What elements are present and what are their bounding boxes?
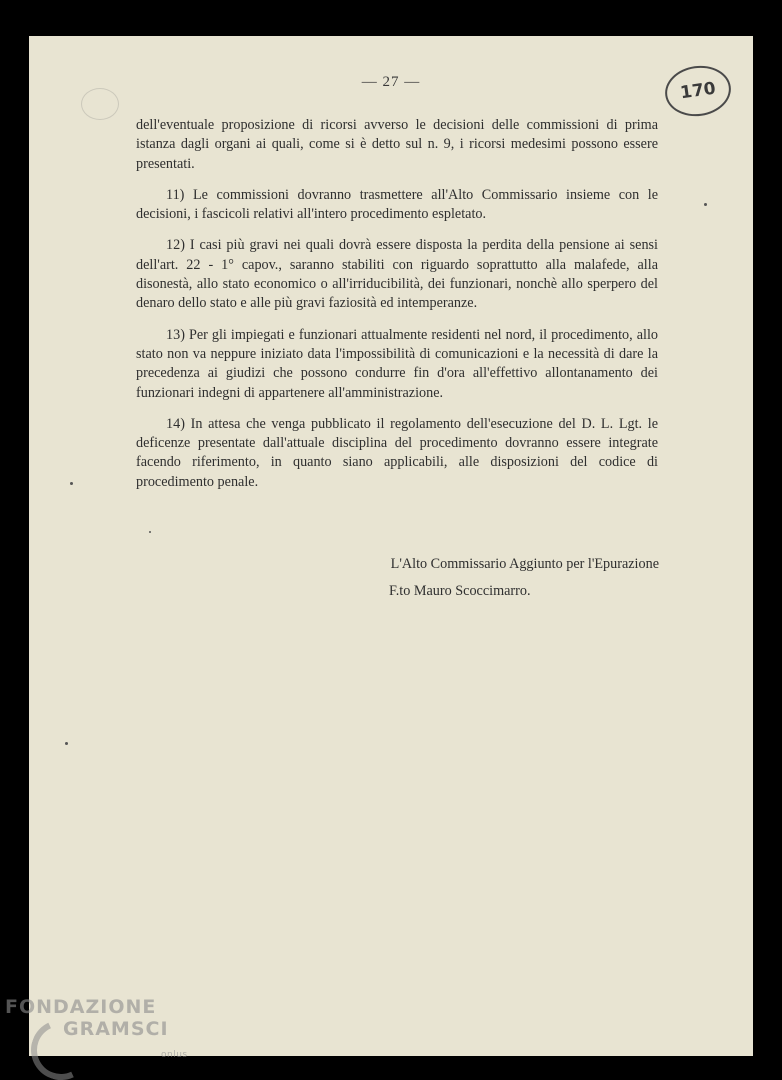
page-number: — 27 — [361,74,421,90]
paragraph-13: 13) Per gli impiegati e funzionari attualmente residenti nel nord, il procedimento, allo stato non va neppure iniziato data l'impossibilità di comunicazioni e la necessità di dare la precedenza ai giudizi che possono condurre fin d'ora all'effettivo allontanamento dei funzionari indegni di appartenere all'amministrazione. [136,326,658,401]
document-page [29,36,753,1056]
paragraph-14: 14) In attesa che venga pubblicato il regolamento dell'esecuzione del D. L. Lgt. le deficenze presentate dall'attuale disciplina del procedimento dovranno essere integrate facendo riferimento, in quanto siano applicabili, alle disposizioni del codice di procedimento penale. [136,415,658,490]
paper-speck [65,742,68,745]
signature-block [229,556,659,600]
faint-stamp-mark [81,88,119,120]
archive-number-stamp: 170 [662,62,734,121]
paragraph-11: 11) Le commissioni dovranno trasmettere all'Alto Commissario insieme con le decisioni, i fascicoli relativi all'intero procedimento espletato. [136,186,658,223]
paragraph-12: 12) I casi più gravi nei quali dovrà essere disposta la perdita della pensione ai sensi dell'art. 22 - 1° capov., saranno stabiliti con riguardo soprattutto alla malafede, alla disonestà, allo stato economico o all'irriducibilità, dei funzionari, nonchè allo sperpero del denaro dello stato e alle più gravi faziosità ed intemperanze. [136,237,658,312]
paper-speck [704,203,707,206]
signatory-name: F.to Mauro Scoccimarro. [389,583,531,599]
document-body [136,116,658,504]
watermark-line1: FONDAZIONE [5,996,157,1018]
paper-speck [149,531,151,533]
watermark-suffix: onlus [161,1050,188,1060]
watermark-line2: GRAMSCI [63,1018,169,1040]
paper-speck [70,482,73,485]
paragraph-continued: dell'eventuale proposizione di ricorsi avverso le decisioni delle commissioni di prima istanza dagli organi ai quali, come si è detto sul n. 9, i ricorsi medesimi possono essere presentati. [136,117,658,172]
fondazione-gramsci-watermark [5,996,205,1076]
signatory-title: L'Alto Commissario Aggiunto per l'Epurazione [390,556,659,572]
